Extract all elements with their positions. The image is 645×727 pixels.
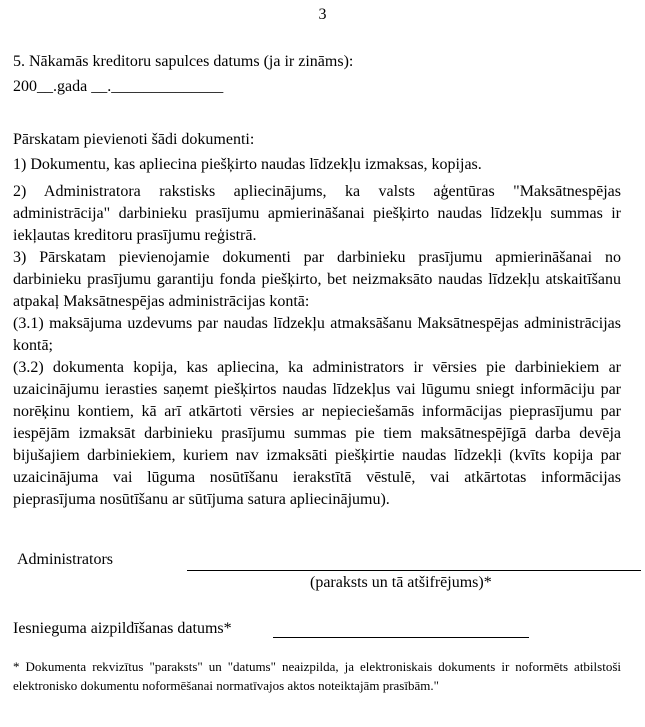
meeting-date-template: 200__.gada __.______________ (13, 78, 224, 95)
footnote: * Dokumenta rekvizītus "paraksts" un "datums" neaizpilda, ja elektroniskais dokuments ir noformēts atbilstoši elektronisko dokumentu noformēšanai normatīvajos aktos noteiktajām prasībām." (13, 659, 621, 693)
page-number: 3 (318, 6, 327, 23)
document-item-2: 2) Administratora rakstisks apliecinājums, ka valsts aģentūras "Maksātnespējas administrācija" darbinieku prasījumu apmierināšanai piešķirto naudas līdzekļu summas ir iekļautas kreditoru prasījumu reģistrā. (13, 183, 621, 244)
completion-date-label: Iesnieguma aizpildīšanas datums* (13, 620, 232, 637)
document-item-3: 3) Pārskatam pievienojamie dokumenti par darbinieku prasījumu apmierināšanai no darbinieku prasījumu garantiju fonda piešķirto, bet neizmaksāto naudas līdzekļu atskaitīšanu atpakaļ Maksātnespējas administrācijas kontā: (13, 249, 621, 310)
completion-date-line (273, 637, 529, 638)
documents-intro: Pārskatam pievienoti šādi dokumenti: (13, 131, 255, 148)
meeting-heading: 5. Nākamās kreditoru sapulces datums (ja ir zināms): (13, 53, 354, 70)
document-item-3-2: (3.2) dokumenta kopija, kas apliecina, ka administrators ir vērsies pie darbiniekiem ar uzaicinājumu ierasties saņemt piešķirtos naudas līdzekļus vai lūgumu sniegt informāciju par norēķinu kontiem, kā arī atkārtoti vērsies ar nepieciešamās informācijas pieprasījumu par iespējām izmaksāt darbinieku prasījumu summas pie tiem maksātnespējīgā darba devēja bijušajiem darbiniekiem, kuriem nav izmaksāti piešķirtie naudas līdzekļi (kvīts kopija par uzaicinājuma vai lūguma nosūtīšanu ierakstītā vēstulē, vai atkārtotas informācijas pieprasījuma nosūtīšanu ar sūtījuma satura apliecinājumu). (13, 359, 621, 508)
signature-caption: (paraksts un tā atšifrējums)* (310, 574, 492, 591)
document-item-3-1: (3.1) maksājuma uzdevums par naudas līdzekļu atmaksāšanu Maksātnespējas administrācijas kontā; (13, 315, 621, 354)
signature-label: Administrators (17, 551, 113, 568)
document-item-1: 1) Dokumentu, kas apliecina piešķirto naudas līdzekļu izmaksas, kopijas. (13, 156, 482, 173)
signature-line (187, 570, 641, 571)
